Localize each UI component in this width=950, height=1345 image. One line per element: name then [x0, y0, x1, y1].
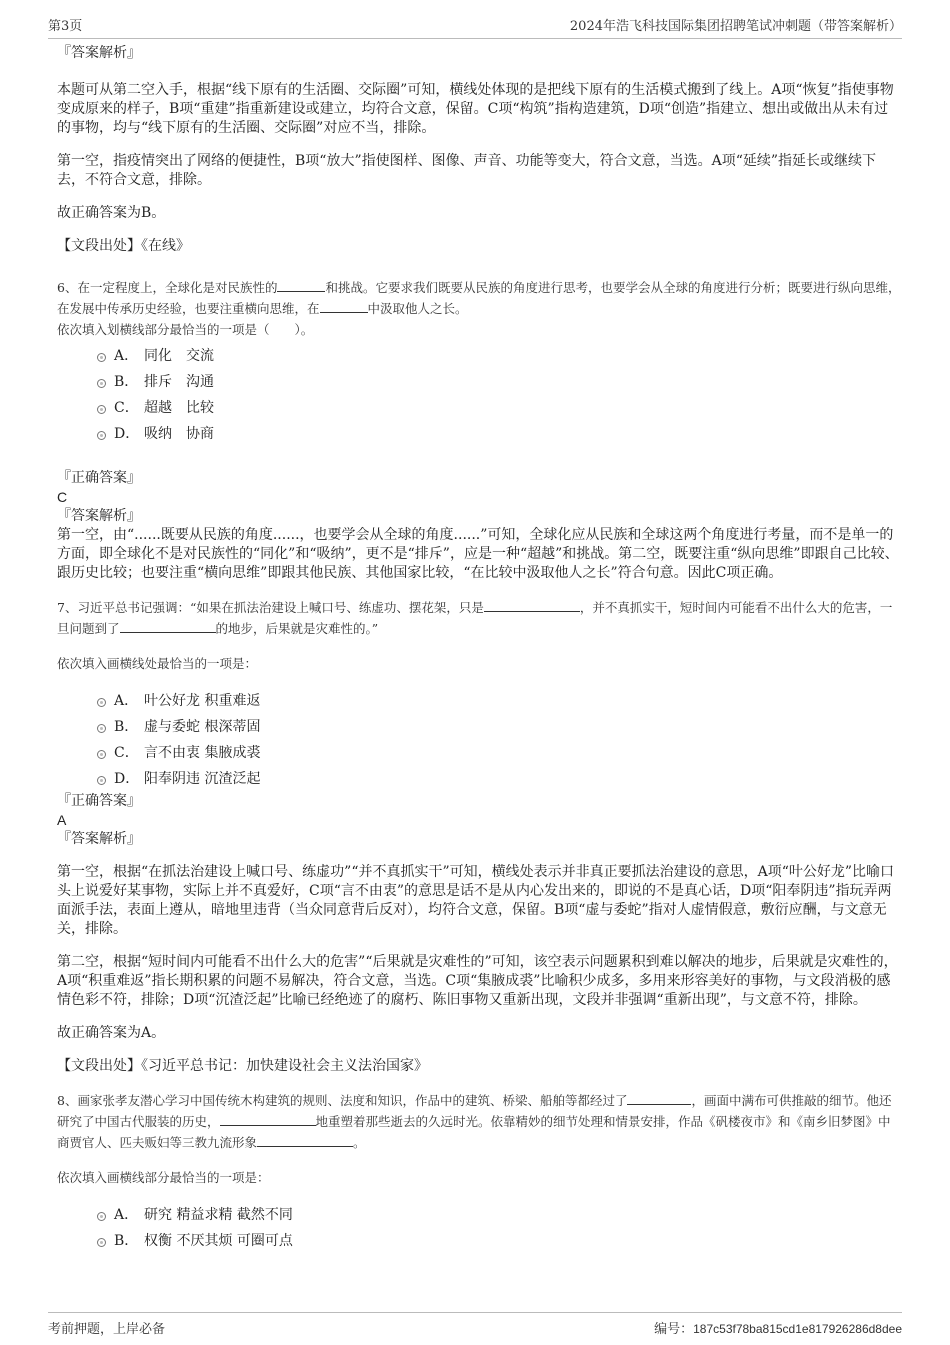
option-list	[57, 688, 902, 792]
radio-icon[interactable]	[97, 1212, 106, 1221]
option-c[interactable]: C． 言不由衷 集腋成裘	[97, 740, 902, 766]
blank	[220, 1113, 316, 1126]
question-7	[57, 597, 902, 1076]
radio-icon[interactable]	[97, 405, 106, 414]
page-number: 第3页	[48, 18, 83, 34]
analysis-label: 『答案解析』	[57, 831, 141, 847]
question-stem: 8、画家张孝友潜心学习中国传统木构建筑的规则、法度和知识，作品中的建筑、桥梁、船舶等都经过了 ，画面中满布可供推敲的细节。他还研究了中国古代服装的历史， 地重塑着那些逝去的久远时光。依靠精妙的细节处理和情景安排，作品《矾楼夜市》和《南乡旧梦图》中商贾官人、匹夫贩妇等三教九流形象 。	[57, 1093, 892, 1150]
source: 【文段出处】《在线》	[57, 238, 190, 254]
answer-value: C	[57, 489, 68, 505]
source: 【文段出处】《习近平总书记：加快建设社会主义法治国家》	[57, 1058, 428, 1074]
blank	[120, 620, 216, 633]
analysis-paragraph: 第一空，指疫情突出了网络的便捷性，B项“放大”指使图样、图像、声音、功能等变大，符合文意，当选。A项“延续”指延长或继续下去，不符合文意，排除。	[57, 153, 877, 188]
blank	[277, 279, 325, 292]
analysis-paragraph: 本题可从第二空入手，根据“线下原有的生活圈、交际圈”可知，横线处体现的是把线下原有的生活模式搬到了线上。A项“恢复”指使事物变成原来的样子，B项“重建”指重新建设或建立，均符合文意，保留。C项“构筑”指构造建筑，D项“创造”指建立、想出或做出从未有过的事物，均与“线下原有的生活圈、交际圈”对应不当，排除。	[57, 82, 894, 136]
question-prompt: 依次填入画横线处最恰当的一项是：	[57, 656, 258, 671]
answer-label: 『正确答案』	[57, 793, 141, 809]
analysis-paragraph: 第一空，根据“在抓法治建设上喊口号、练虚功”“并不真抓实干”可知，横线处表示并非真正要抓法治建设的意思，A项“叶公好龙”比喻口头上说爱好某事物，实际上并不真爱好，C项“言不由衷”的意思是话不是从内心发出来的，即说的不是真心话，D项“阳奉阴违”指玩弄两面派手法，表面上遵从，暗地里违背（当众同意背后反对），均符合文意，保留。B项“虚与委蛇”指对人虚情假意，敷衍应酬，与文意无关，排除。	[57, 864, 895, 937]
option-a[interactable]: A． 叶公好龙 积重难返	[97, 688, 902, 714]
question-stem: 6、在一定程度上，全球化是对民族性的 和挑战。它要求我们既要从民族的角度进行思考，也要学会从全球的角度进行分析；既要进行纵向思维，在发展中传承历史经验，也要注重横向思维，在 中汲取他人之长。	[57, 280, 901, 316]
analysis-paragraph: 第一空，由“......既要从民族的角度......，也要学会从全球的角度......”可知，全球化应从民族和全球这两个角度进行考量，而不是单一的方面，即全球化不是对民族性的“同化”和“吸纳”，更不是“排斥”，应是一种“超越”和挑战。第二空，既要注重“纵向思维”即跟自己比较、跟历史比较；也要注重“横向思维”即跟其他民族、其他国家比较，“在比较中汲取他人之长”符合句意。因此C项正确。	[57, 527, 899, 581]
radio-icon[interactable]	[97, 1238, 106, 1247]
option-list	[57, 343, 902, 447]
radio-icon[interactable]	[97, 750, 106, 759]
question-8	[57, 1090, 902, 1254]
answer-label: 『正确答案』	[57, 470, 141, 486]
answer-value: A	[57, 812, 67, 828]
option-b[interactable]: B． 排斥 沟通	[97, 369, 902, 395]
document-title: 2024年浩飞科技国际集团招聘笔试冲刺题（带答案解析）	[569, 18, 902, 34]
option-list	[57, 1202, 902, 1254]
conclusion: 故正确答案为B。	[57, 205, 166, 221]
conclusion: 故正确答案为A。	[57, 1025, 166, 1041]
blank	[484, 599, 580, 612]
radio-icon[interactable]	[97, 379, 106, 388]
radio-icon[interactable]	[97, 724, 106, 733]
question-stem: 7、习近平总书记强调：“如果在抓法治建设上喊口号、练虚功、摆花架，只是 ，并不真抓实干，短时间内可能看不出什么大的危害，一旦问题到了 的地步，后果就是灾难性的。”	[57, 600, 893, 636]
option-c[interactable]: C． 超越 比较	[97, 395, 902, 421]
analysis-label: 『答案解析』	[57, 45, 141, 61]
option-b[interactable]: B． 虚与委蛇 根深蒂固	[97, 714, 902, 740]
radio-icon[interactable]	[97, 431, 106, 440]
option-d[interactable]: D． 吸纳 协商	[97, 421, 902, 447]
radio-icon[interactable]	[97, 698, 106, 707]
analysis-paragraph: 第二空，根据“短时间内可能看不出什么大的危害”“后果就是灾难性的”可知，该空表示问题累积到难以解决的地步，后果就是灾难性的，A项“积重难返”指长期积累的问题不易解决，符合文意，当选。C项“集腋成裘”比喻积少成多，多用来形容美好的事物，与文段消极的感情色彩不符，排除；D项“沉渣泛起”比喻已经绝迹了的腐朽、陈旧事物又重新出现，文段并非强调“重新出现”，与文意不符，排除。	[57, 954, 898, 1008]
blank	[257, 1134, 353, 1147]
question-6	[57, 277, 902, 583]
radio-icon[interactable]	[97, 353, 106, 362]
option-d[interactable]: D． 阳奉阴违 沉渣泛起	[97, 766, 902, 792]
document-code: 编号：187c53f78ba815cd1e817926286d8dee	[654, 1321, 902, 1337]
blank	[320, 300, 368, 313]
page-footer	[48, 1312, 902, 1337]
option-a[interactable]: A． 研究 精益求精 截然不同	[97, 1202, 902, 1228]
analysis-label: 『答案解析』	[57, 508, 141, 524]
question-prompt: 依次填入划横线部分最恰当的一项是（ ）。	[57, 322, 314, 337]
radio-icon[interactable]	[97, 776, 106, 785]
page-content	[57, 44, 902, 1254]
option-a[interactable]: A． 同化 交流	[97, 343, 902, 369]
option-b[interactable]: B． 权衡 不厌其烦 可圈可点	[97, 1228, 902, 1254]
question-prompt: 依次填入画横线部分最恰当的一项是：	[57, 1170, 270, 1185]
blank	[627, 1092, 691, 1105]
page-header	[48, 14, 902, 39]
footer-slogan: 考前押题，上岸必备	[48, 1321, 166, 1337]
